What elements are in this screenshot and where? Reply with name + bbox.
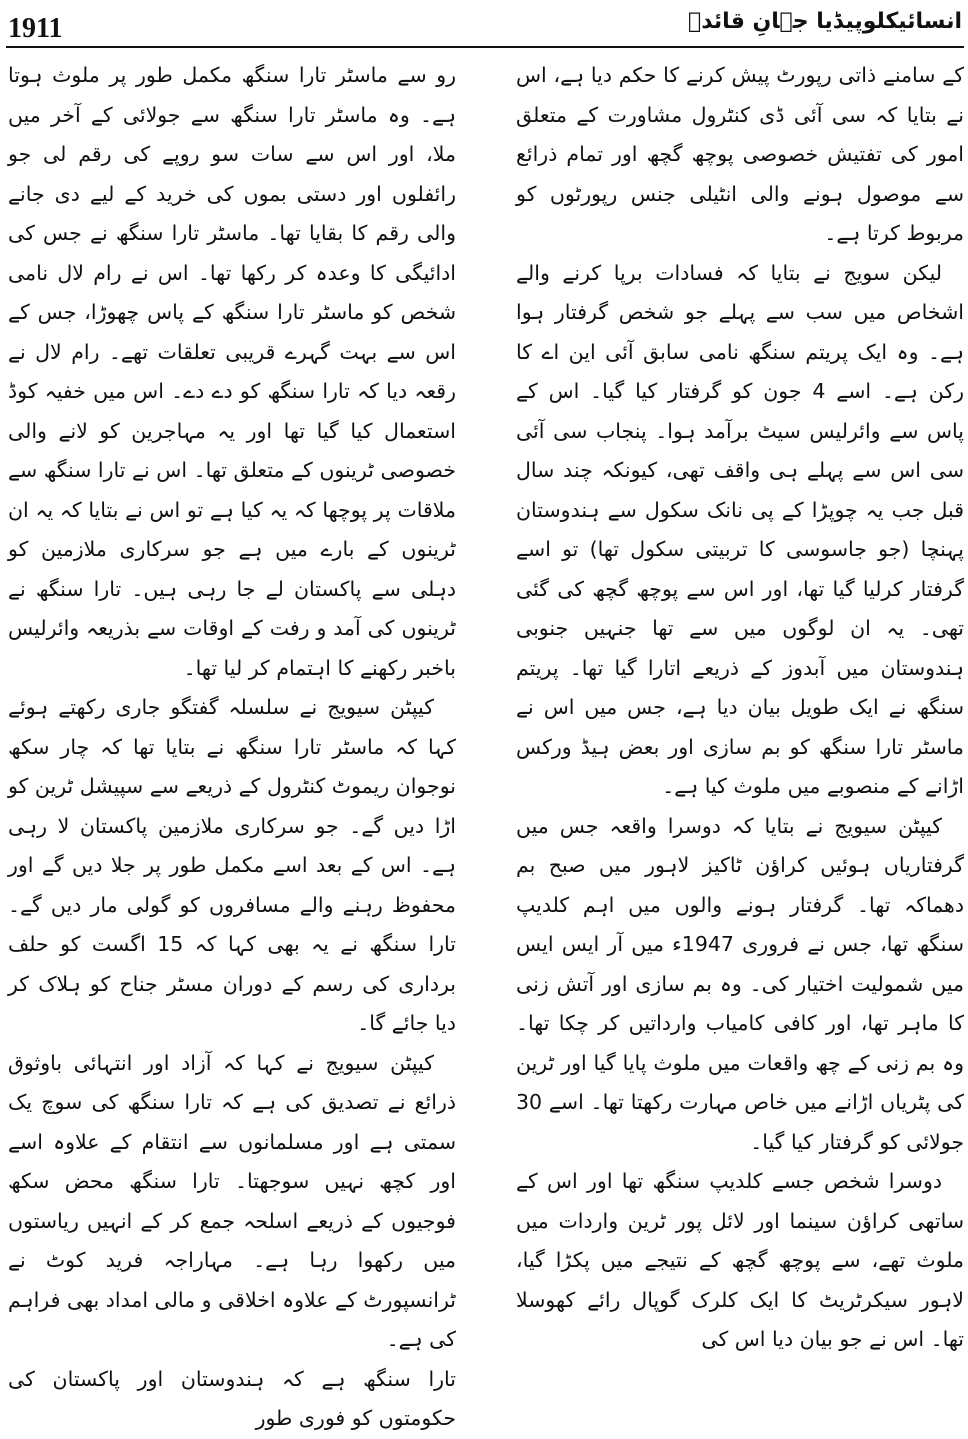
text-column-left xyxy=(8,56,457,1430)
paragraph: دوسرا شخص جسے کلدیپ سنگھ تھا اور اس کے ساتھی کراؤن سینما اور لائل پور ٹرین واردات میں ملوث تھے، سے پوچھ گچھ کے نتیجے میں پکڑا گیا، لاہور سیکرٹریٹ کا ایک کلرک گوپال رائے کھوسلا تھا۔ اس نے جو بیان دیا اس کی xyxy=(516,1169,964,1351)
page-number: 1911 xyxy=(8,13,63,44)
text-column-right xyxy=(516,56,964,1390)
paragraph: رو سے ماسٹر تارا سنگھ مکمل طور پر ملوث ہوتا ہے۔ وہ ماسٹر تارا سنگھ سے جولائی کے آخر میں ملا، اور اس سے سات سو روپے کی رقم لی جو رائفلوں اور دستی بموں کی خرید کے لیے دی جانے والی رقم کا بقایا تھا۔ ماسٹر تارا سنگھ نے جس کی ادائیگی کا وعدہ کر رکھا تھا۔ اس نے رام لال نامی شخص کو ماسٹر تارا سنگھ کے پاس چھوڑا، جس کے اس سے بہت گہرے قریبی تعلقات تھے۔ رام لال نے رقعہ دیا کہ تارا سنگھ کو دے دے۔ اس میں خفیہ کوڈ استعمال کیا گیا تھا اور یہ مہاجرین کو لانے والی خصوصی ٹرینوں کے متعلق تھا۔ اس نے تارا سنگھ سے ملاقات پر پوچھا کہ یہ کیا ہے تو اس نے بتایا کہ یہ ان ٹرینوں کے بارے میں ہے جو سرکاری ملازمین کو دہلی سے پاکستان لے جا رہی ہیں۔ تارا سنگھ نے ٹرینوں کی آمد و رفت کے اوقات سے بذریعہ وائرلیس باخبر رکھنے کا اہتمام کر لیا تھا۔ xyxy=(8,63,456,680)
paragraph: کیپٹن سیویج نے کہا کہ آزاد اور انتہائی باوثوق ذرائع نے تصدیق کی ہے کہ تارا سنگھ کی سوچ یک سمتی ہے اور مسلمانوں سے انتقام کے علاوہ اسے اور کچھ نہیں سوجھتا۔ تارا سنگھ محض سکھ فوجیوں کے ذریعے اسلحہ جمع کر کے انہیں ریاستوں میں رکھوا رہا ہے۔ مہاراجہ فرید کوٹ نے ٹرانسپورٹ کے علاوہ اخلاقی و مالی امداد بھی فراہم کی ہے۔ xyxy=(8,1050,456,1351)
header-divider xyxy=(6,46,964,48)
paragraph: کیپٹن سیویج نے سلسلہ گفتگو جاری رکھتے ہوئے کہا کہ ماسٹر تارا سنگھ نے بتایا تھا کہ چار سکھ نوجوان ریموٹ کنٹرول کے ذریعے سے سپیشل ٹرین کو اڑا دیں گے۔ جو سرکاری ملازمین پاکستان لا رہی ہے۔ اس کے بعد اسے مکمل طور پر جلا دیں گے اور محفوظ رہنے والے مسافروں کو گولی مار دیں گے۔ تارا سنگھ نے یہ بھی کہا کہ 15 اگست کو حلف برداری کی رسم کے دوران مسٹر جناح کو ہلاک کر دیا جائے گا۔ xyxy=(8,695,457,1035)
paragraph: لیکن سویج نے بتایا کہ فسادات برپا کرنے والے اشخاص میں سب سے پہلے جو شخص گرفتار ہوا ہے۔ وہ ایک پریتم سنگھ نامی سابق آئی این اے کا رکن ہے۔ اسے 4 جون کو گرفتار کیا گیا۔ اس کے پاس سے وائرلیس سیٹ برآمد ہوا۔ پنجاب سی آئی سی اس سے پہلے ہی واقف تھی، کیونکہ چند سال قبل جب یہ چوپڑا کے پی نانک سکول سے ہندوستان پہنچا (جو جاسوسی کا تربیتی سکول تھا) تو اسے گرفتار کرلیا گیا تھا، اور اس سے پوچھ گچھ کی گئی تھی۔ یہ ان لوگوں میں سے تھا جنہیں جنوبی ہندوستان میں آبدوز کے ذریعے اتارا گیا تھا۔ پریتم سنگھ نے ایک طویل بیان دیا ہے، جس میں اس نے ماسٹر تارا سنگھ کو بم سازی اور بعض ہیڈ ورکس اڑانے کے منصوبے میں ملوث کیا ہے۔ xyxy=(516,260,965,798)
paragraph: کے سامنے ذاتی رپورٹ پیش کرنے کا حکم دیا ہے، اس نے بتایا کہ سی آئی ڈی کنٹرول مشاورت کے متعلق امور کی تفتیش خصوصی پوچھ گچھ اور تمام ذرائع سے موصول ہونے والی انٹیلی جنس رپورٹوں کو مربوط کرتا ہے۔ xyxy=(516,63,964,245)
paragraph: کیپٹن سیویج نے بتایا کہ دوسرا واقعہ جس میں گرفتاریاں ہوئیں کراؤن ٹاکیز لاہور میں صبح بم دھماکہ تھا۔ گرفتار ہونے والوں میں اہم کلدیپ سنگھ تھا، جس نے فروری 1947ء میں آر ایس ایس میں شمولیت اختیار کی۔ وہ بم سازی اور آتش زنی کا ماہر تھا، اور کافی کامیاب وارداتیں کر چکا تھا۔ وہ بم زنی کے چھ واقعات میں ملوث پایا گیا اور ٹرین کی پٹریاں اڑانے میں خاص مہارت رکھتا تھا۔ اسے 30 جولائی کو گرفتار کیا گیا۔ xyxy=(516,813,964,1154)
paragraph: تارا سنگھ ہے کہ ہندوستان اور پاکستان کی حکومتوں کو فوری طور xyxy=(8,1366,456,1430)
running-title: انسائیکلوپیڈیا جہانِ قائدؒ xyxy=(688,9,962,34)
page-header xyxy=(0,0,968,48)
